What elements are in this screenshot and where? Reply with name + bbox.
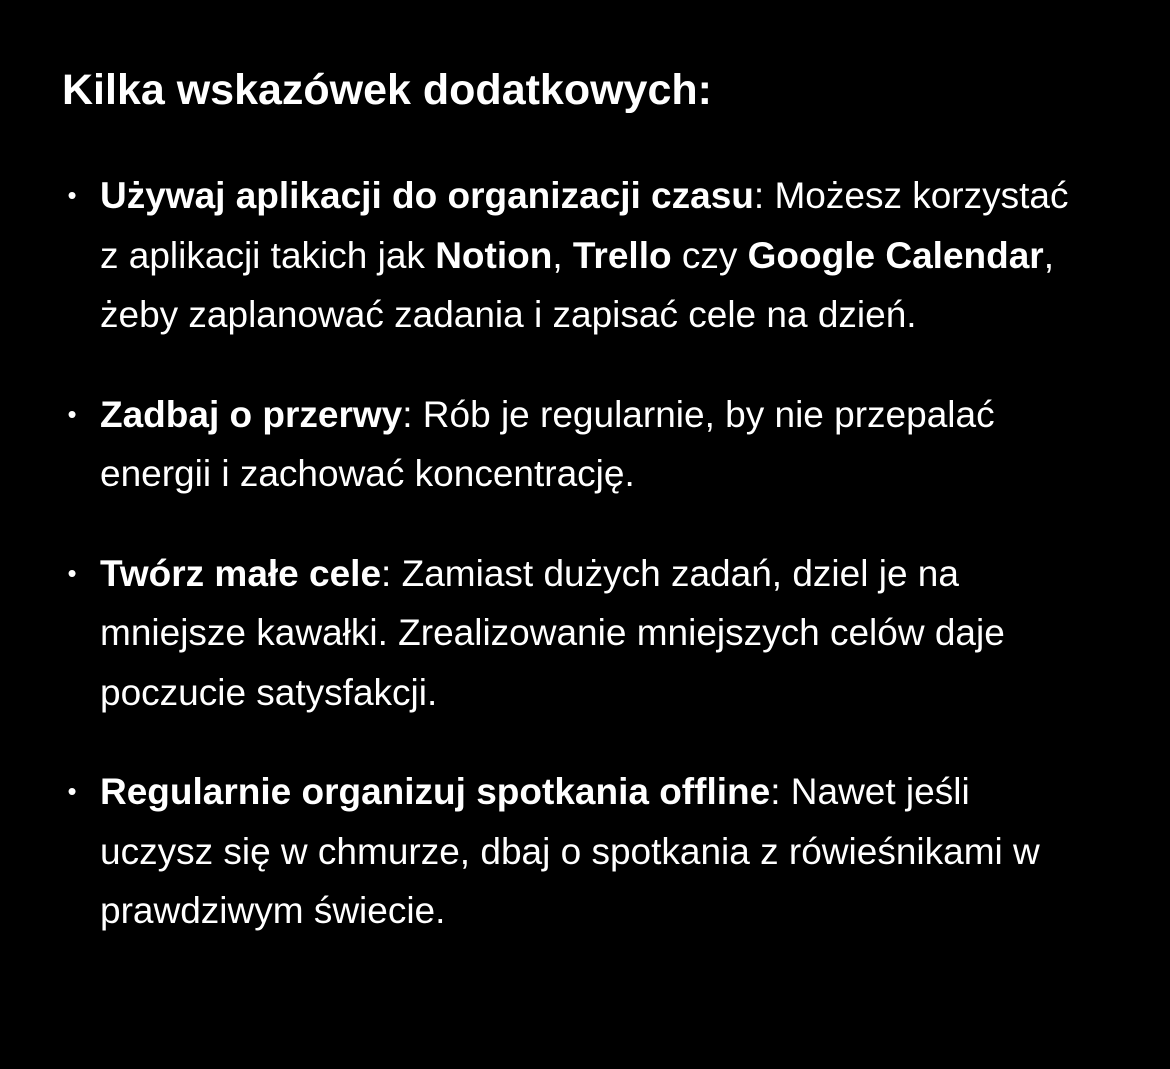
tip-text: czy xyxy=(671,234,748,276)
message-content xyxy=(62,58,1122,941)
app-name-notion: Notion xyxy=(435,234,553,276)
tip-item-apps xyxy=(62,166,1080,345)
tip-text: Możesz korzystać z aplikacji takich jak xyxy=(100,175,1069,276)
tip-separator: : xyxy=(770,771,791,812)
tip-title: Używaj aplikacji do organizacji czasu xyxy=(100,175,754,216)
tip-title: Twórz małe cele xyxy=(100,552,382,594)
tip-title: Regularnie organizuj spotkania offline xyxy=(100,771,771,812)
app-name-google-calendar: Google Calendar xyxy=(747,234,1044,276)
tip-separator: : xyxy=(381,552,402,594)
bullet-icon: • xyxy=(67,180,77,210)
tip-item-offline-meetings xyxy=(62,762,1080,941)
app-name-trello: Trello xyxy=(572,234,672,276)
bullet-icon: • xyxy=(67,776,77,806)
tip-text: , żeby zaplanować zadania i zapisać cele na dzień. xyxy=(100,234,1054,335)
tip-text: Rób je regularnie, by nie przepalać energii i zachować koncentrację. xyxy=(100,393,995,494)
tip-title: Zadbaj o przerwy xyxy=(100,393,403,435)
tip-item-small-goals xyxy=(62,544,1080,723)
tip-separator: : xyxy=(402,393,423,435)
bullet-icon: • xyxy=(67,557,77,588)
tips-list xyxy=(62,166,1122,941)
tip-text: , xyxy=(552,234,573,276)
tip-text: Zamiast dużych zadań, dziel je na mniejsze kawałki. Zrealizowanie mniejszych celów daje poczucie satysfakcji. xyxy=(100,552,1005,713)
bullet-icon: • xyxy=(67,398,77,429)
section-heading: Kilka wskazówek dodatkowych: xyxy=(62,66,712,114)
tip-separator: : xyxy=(753,175,775,216)
tip-text: Nawet jeśli uczysz się w chmurze, dbaj o spotkania z rówieśnikami w prawdziwym świecie. xyxy=(100,771,1040,931)
tip-item-breaks xyxy=(62,385,1080,504)
